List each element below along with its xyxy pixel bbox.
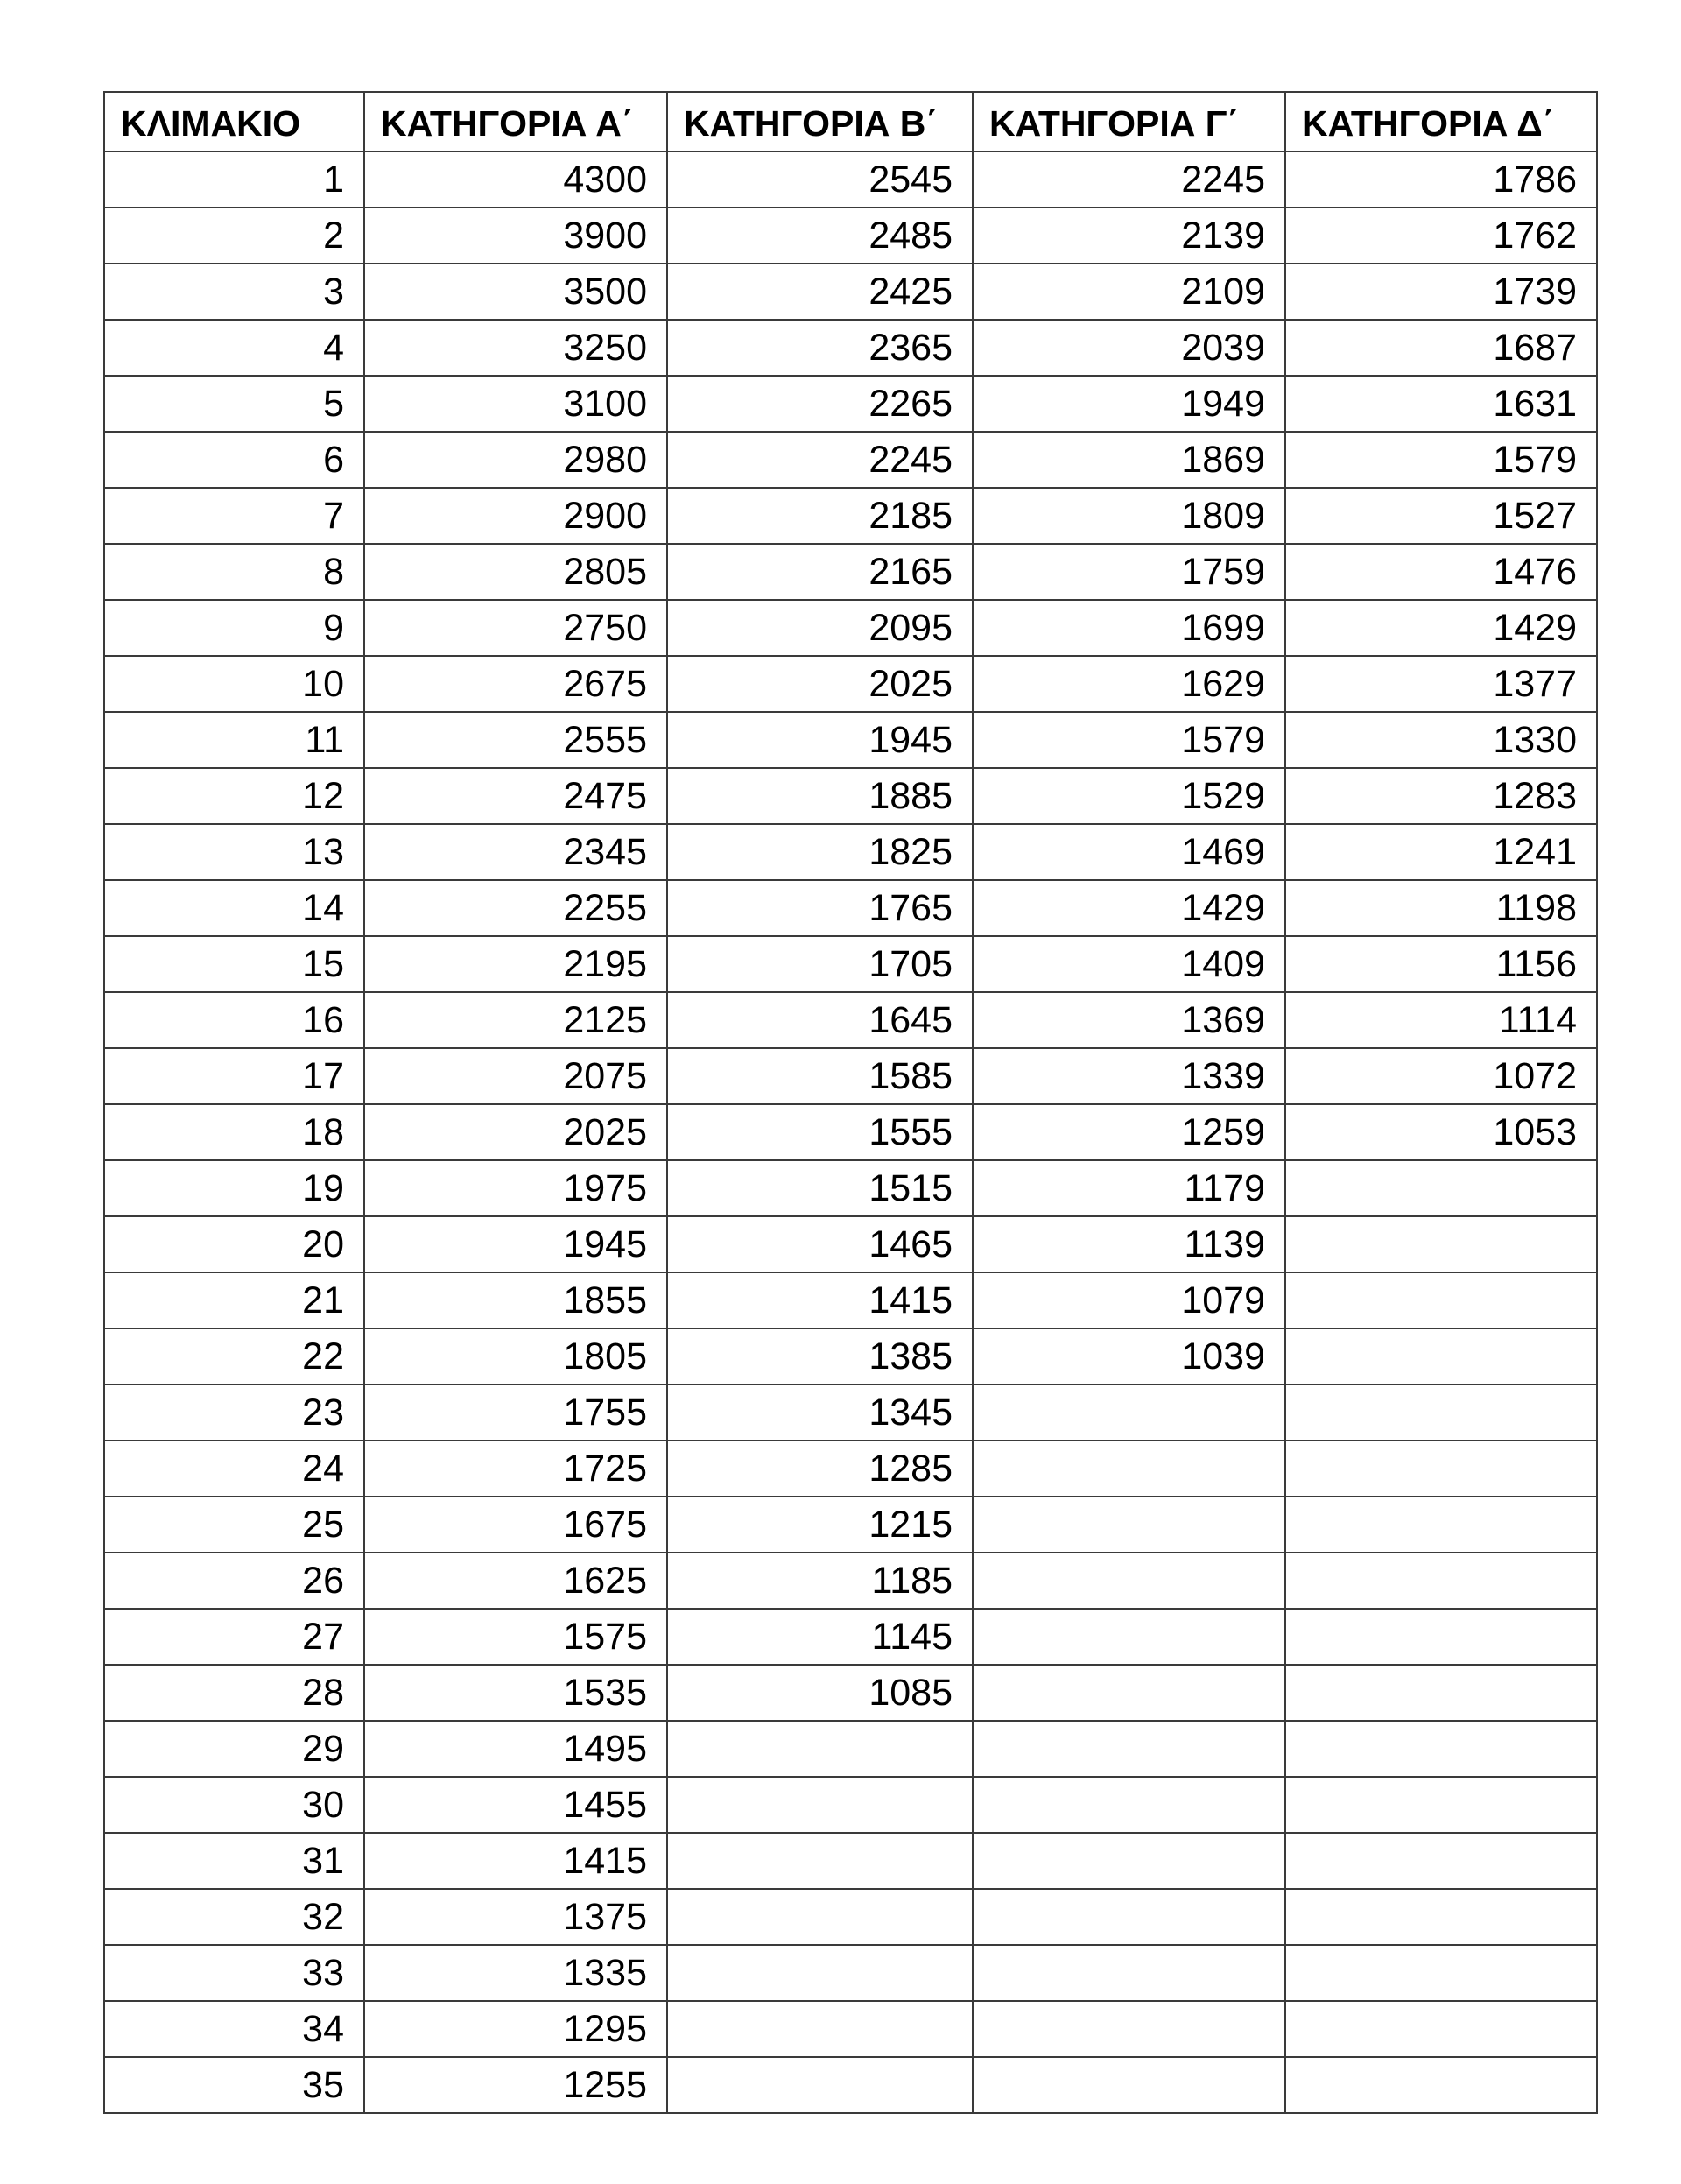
cell-category-c xyxy=(973,1721,1285,1777)
table-row xyxy=(104,992,1597,1048)
cell-step: 27 xyxy=(104,1609,364,1665)
cell-step: 11 xyxy=(104,712,364,768)
cell-category-b: 2485 xyxy=(667,208,973,264)
table-row xyxy=(104,1497,1597,1553)
cell-category-c: 1529 xyxy=(973,768,1285,824)
cell-category-c xyxy=(973,1777,1285,1833)
table-header xyxy=(104,92,1597,151)
cell-category-d: 1072 xyxy=(1285,1048,1597,1104)
header-category-b: ΚΑΤΗΓΟΡΙΑ Β΄ xyxy=(667,92,973,151)
cell-step: 7 xyxy=(104,488,364,544)
cell-category-b: 1215 xyxy=(667,1497,973,1553)
cell-category-b: 1885 xyxy=(667,768,973,824)
cell-category-d xyxy=(1285,1609,1597,1665)
cell-category-a: 3900 xyxy=(364,208,667,264)
cell-step: 21 xyxy=(104,1272,364,1328)
cell-category-a: 2980 xyxy=(364,432,667,488)
cell-category-a: 3100 xyxy=(364,376,667,432)
table-row xyxy=(104,656,1597,712)
cell-category-a: 1675 xyxy=(364,1497,667,1553)
cell-category-c xyxy=(973,1553,1285,1609)
cell-step: 10 xyxy=(104,656,364,712)
cell-step: 30 xyxy=(104,1777,364,1833)
cell-category-b xyxy=(667,1889,973,1945)
cell-category-d xyxy=(1285,1665,1597,1721)
cell-category-a: 1375 xyxy=(364,1889,667,1945)
cell-category-a: 3250 xyxy=(364,320,667,376)
cell-category-a: 1725 xyxy=(364,1441,667,1497)
table-row xyxy=(104,1721,1597,1777)
cell-category-b xyxy=(667,1945,973,2001)
cell-step: 28 xyxy=(104,1665,364,1721)
cell-category-b xyxy=(667,1833,973,1889)
table-row xyxy=(104,264,1597,320)
salary-scale-table xyxy=(103,91,1598,2114)
cell-category-c: 2245 xyxy=(973,151,1285,208)
cell-category-c xyxy=(973,1833,1285,1889)
table-row xyxy=(104,544,1597,600)
cell-category-d xyxy=(1285,1216,1597,1272)
cell-category-d xyxy=(1285,1160,1597,1216)
cell-step: 32 xyxy=(104,1889,364,1945)
cell-category-a: 1625 xyxy=(364,1553,667,1609)
cell-category-b: 1515 xyxy=(667,1160,973,1216)
table-row xyxy=(104,2057,1597,2113)
table-row xyxy=(104,432,1597,488)
table-row xyxy=(104,1160,1597,1216)
cell-step: 8 xyxy=(104,544,364,600)
table-row xyxy=(104,1945,1597,2001)
header-row xyxy=(104,92,1597,151)
cell-category-d: 1739 xyxy=(1285,264,1597,320)
cell-category-c: 1429 xyxy=(973,880,1285,936)
cell-category-b: 1465 xyxy=(667,1216,973,1272)
cell-category-c xyxy=(973,2057,1285,2113)
cell-category-b xyxy=(667,1721,973,1777)
cell-step: 9 xyxy=(104,600,364,656)
cell-category-b: 1085 xyxy=(667,1665,973,1721)
cell-category-d xyxy=(1285,1497,1597,1553)
cell-category-a: 2255 xyxy=(364,880,667,936)
cell-step: 22 xyxy=(104,1328,364,1384)
table-row xyxy=(104,768,1597,824)
cell-category-a: 1415 xyxy=(364,1833,667,1889)
cell-category-c xyxy=(973,2001,1285,2057)
cell-category-d: 1631 xyxy=(1285,376,1597,432)
cell-step: 15 xyxy=(104,936,364,992)
table-row xyxy=(104,1441,1597,1497)
cell-category-b: 1645 xyxy=(667,992,973,1048)
cell-category-d xyxy=(1285,1384,1597,1441)
cell-step: 2 xyxy=(104,208,364,264)
cell-category-b: 1385 xyxy=(667,1328,973,1384)
cell-category-c: 1469 xyxy=(973,824,1285,880)
cell-category-a: 1535 xyxy=(364,1665,667,1721)
cell-category-c: 2139 xyxy=(973,208,1285,264)
cell-category-d: 1114 xyxy=(1285,992,1597,1048)
table-row xyxy=(104,208,1597,264)
cell-category-a: 1335 xyxy=(364,1945,667,2001)
cell-category-c: 1579 xyxy=(973,712,1285,768)
table-row xyxy=(104,1833,1597,1889)
table-row xyxy=(104,1553,1597,1609)
cell-category-a: 1945 xyxy=(364,1216,667,1272)
cell-category-b: 2025 xyxy=(667,656,973,712)
cell-category-d xyxy=(1285,1833,1597,1889)
cell-category-b: 1285 xyxy=(667,1441,973,1497)
cell-category-b: 1415 xyxy=(667,1272,973,1328)
cell-category-a: 2805 xyxy=(364,544,667,600)
table-row xyxy=(104,2001,1597,2057)
cell-category-c: 1369 xyxy=(973,992,1285,1048)
cell-category-c: 1949 xyxy=(973,376,1285,432)
cell-category-d xyxy=(1285,2057,1597,2113)
cell-category-d: 1687 xyxy=(1285,320,1597,376)
cell-step: 23 xyxy=(104,1384,364,1441)
cell-step: 3 xyxy=(104,264,364,320)
cell-category-c: 1409 xyxy=(973,936,1285,992)
cell-category-d: 1283 xyxy=(1285,768,1597,824)
cell-step: 35 xyxy=(104,2057,364,2113)
cell-category-a: 1575 xyxy=(364,1609,667,1665)
table-row xyxy=(104,1609,1597,1665)
cell-category-c: 1809 xyxy=(973,488,1285,544)
cell-category-b: 2185 xyxy=(667,488,973,544)
cell-category-c: 2109 xyxy=(973,264,1285,320)
table-row xyxy=(104,1665,1597,1721)
cell-category-c xyxy=(973,1889,1285,1945)
cell-category-c: 1339 xyxy=(973,1048,1285,1104)
cell-category-b: 1945 xyxy=(667,712,973,768)
cell-category-d: 1476 xyxy=(1285,544,1597,600)
cell-category-d xyxy=(1285,1553,1597,1609)
cell-category-a: 1455 xyxy=(364,1777,667,1833)
cell-category-d xyxy=(1285,1272,1597,1328)
header-category-c: ΚΑΤΗΓΟΡΙΑ Γ΄ xyxy=(973,92,1285,151)
table-row xyxy=(104,151,1597,208)
header-step: ΚΛΙΜΑΚΙΟ xyxy=(104,92,364,151)
cell-category-b: 1145 xyxy=(667,1609,973,1665)
cell-category-d: 1579 xyxy=(1285,432,1597,488)
cell-category-c: 1039 xyxy=(973,1328,1285,1384)
cell-category-a: 1295 xyxy=(364,2001,667,2057)
cell-category-d: 1241 xyxy=(1285,824,1597,880)
cell-category-b: 1705 xyxy=(667,936,973,992)
cell-step: 14 xyxy=(104,880,364,936)
cell-category-a: 1255 xyxy=(364,2057,667,2113)
table-row xyxy=(104,880,1597,936)
cell-step: 5 xyxy=(104,376,364,432)
cell-category-c xyxy=(973,1441,1285,1497)
cell-category-c: 1079 xyxy=(973,1272,1285,1328)
cell-category-b: 1765 xyxy=(667,880,973,936)
table-row xyxy=(104,1048,1597,1104)
table-row xyxy=(104,1104,1597,1160)
cell-category-b: 2425 xyxy=(667,264,973,320)
cell-step: 25 xyxy=(104,1497,364,1553)
cell-step: 34 xyxy=(104,2001,364,2057)
cell-category-b: 2545 xyxy=(667,151,973,208)
table-row xyxy=(104,1328,1597,1384)
cell-category-b: 1185 xyxy=(667,1553,973,1609)
cell-category-b xyxy=(667,1777,973,1833)
cell-step: 26 xyxy=(104,1553,364,1609)
cell-category-a: 1975 xyxy=(364,1160,667,1216)
cell-category-a: 2675 xyxy=(364,656,667,712)
cell-category-b: 2265 xyxy=(667,376,973,432)
cell-category-b: 2245 xyxy=(667,432,973,488)
cell-step: 18 xyxy=(104,1104,364,1160)
cell-category-d xyxy=(1285,1441,1597,1497)
cell-category-a: 2195 xyxy=(364,936,667,992)
cell-category-d: 1377 xyxy=(1285,656,1597,712)
cell-category-d: 1330 xyxy=(1285,712,1597,768)
cell-category-b: 2095 xyxy=(667,600,973,656)
cell-category-b: 2365 xyxy=(667,320,973,376)
cell-category-d: 1156 xyxy=(1285,936,1597,992)
cell-step: 20 xyxy=(104,1216,364,1272)
cell-step: 19 xyxy=(104,1160,364,1216)
cell-category-c: 1699 xyxy=(973,600,1285,656)
cell-category-b: 1585 xyxy=(667,1048,973,1104)
header-category-a: ΚΑΤΗΓΟΡΙΑ Α΄ xyxy=(364,92,667,151)
cell-category-d: 1527 xyxy=(1285,488,1597,544)
cell-category-d: 1053 xyxy=(1285,1104,1597,1160)
cell-category-c: 1259 xyxy=(973,1104,1285,1160)
cell-category-c xyxy=(973,1384,1285,1441)
cell-category-c xyxy=(973,1609,1285,1665)
cell-category-a: 1755 xyxy=(364,1384,667,1441)
table-row xyxy=(104,712,1597,768)
cell-category-c: 1869 xyxy=(973,432,1285,488)
cell-category-b: 1825 xyxy=(667,824,973,880)
cell-step: 33 xyxy=(104,1945,364,2001)
table-row xyxy=(104,320,1597,376)
table-row xyxy=(104,488,1597,544)
table-row xyxy=(104,824,1597,880)
cell-category-c xyxy=(973,1665,1285,1721)
cell-category-d xyxy=(1285,1889,1597,1945)
cell-category-d: 1786 xyxy=(1285,151,1597,208)
cell-category-d: 1762 xyxy=(1285,208,1597,264)
cell-category-a: 2900 xyxy=(364,488,667,544)
table-row xyxy=(104,1216,1597,1272)
cell-category-a: 2025 xyxy=(364,1104,667,1160)
table-row xyxy=(104,936,1597,992)
table-row xyxy=(104,1272,1597,1328)
cell-category-a: 3500 xyxy=(364,264,667,320)
cell-category-a: 2555 xyxy=(364,712,667,768)
header-category-d: ΚΑΤΗΓΟΡΙΑ Δ΄ xyxy=(1285,92,1597,151)
cell-category-d: 1198 xyxy=(1285,880,1597,936)
cell-category-b xyxy=(667,2057,973,2113)
cell-category-c: 1759 xyxy=(973,544,1285,600)
cell-step: 16 xyxy=(104,992,364,1048)
table-row xyxy=(104,1889,1597,1945)
cell-category-c: 1629 xyxy=(973,656,1285,712)
cell-category-a: 2475 xyxy=(364,768,667,824)
cell-step: 24 xyxy=(104,1441,364,1497)
cell-category-a: 2125 xyxy=(364,992,667,1048)
cell-step: 4 xyxy=(104,320,364,376)
table-row xyxy=(104,376,1597,432)
cell-category-c: 1179 xyxy=(973,1160,1285,1216)
cell-category-c xyxy=(973,1497,1285,1553)
cell-category-b: 2165 xyxy=(667,544,973,600)
cell-step: 13 xyxy=(104,824,364,880)
cell-category-d xyxy=(1285,1945,1597,2001)
table-row xyxy=(104,1777,1597,1833)
cell-category-a: 1495 xyxy=(364,1721,667,1777)
cell-step: 6 xyxy=(104,432,364,488)
cell-category-a: 2750 xyxy=(364,600,667,656)
cell-category-d xyxy=(1285,2001,1597,2057)
cell-category-d xyxy=(1285,1777,1597,1833)
table-row xyxy=(104,600,1597,656)
cell-step: 31 xyxy=(104,1833,364,1889)
cell-step: 12 xyxy=(104,768,364,824)
cell-category-a: 4300 xyxy=(364,151,667,208)
cell-category-b: 1555 xyxy=(667,1104,973,1160)
table-row xyxy=(104,1384,1597,1441)
cell-category-c: 1139 xyxy=(973,1216,1285,1272)
cell-category-a: 2345 xyxy=(364,824,667,880)
cell-step: 29 xyxy=(104,1721,364,1777)
cell-step: 17 xyxy=(104,1048,364,1104)
cell-category-d xyxy=(1285,1721,1597,1777)
table-body xyxy=(104,151,1597,2113)
cell-step: 1 xyxy=(104,151,364,208)
cell-category-c: 2039 xyxy=(973,320,1285,376)
cell-category-d xyxy=(1285,1328,1597,1384)
cell-category-d: 1429 xyxy=(1285,600,1597,656)
cell-category-a: 2075 xyxy=(364,1048,667,1104)
cell-category-b xyxy=(667,2001,973,2057)
cell-category-a: 1805 xyxy=(364,1328,667,1384)
cell-category-b: 1345 xyxy=(667,1384,973,1441)
cell-category-a: 1855 xyxy=(364,1272,667,1328)
cell-category-c xyxy=(973,1945,1285,2001)
